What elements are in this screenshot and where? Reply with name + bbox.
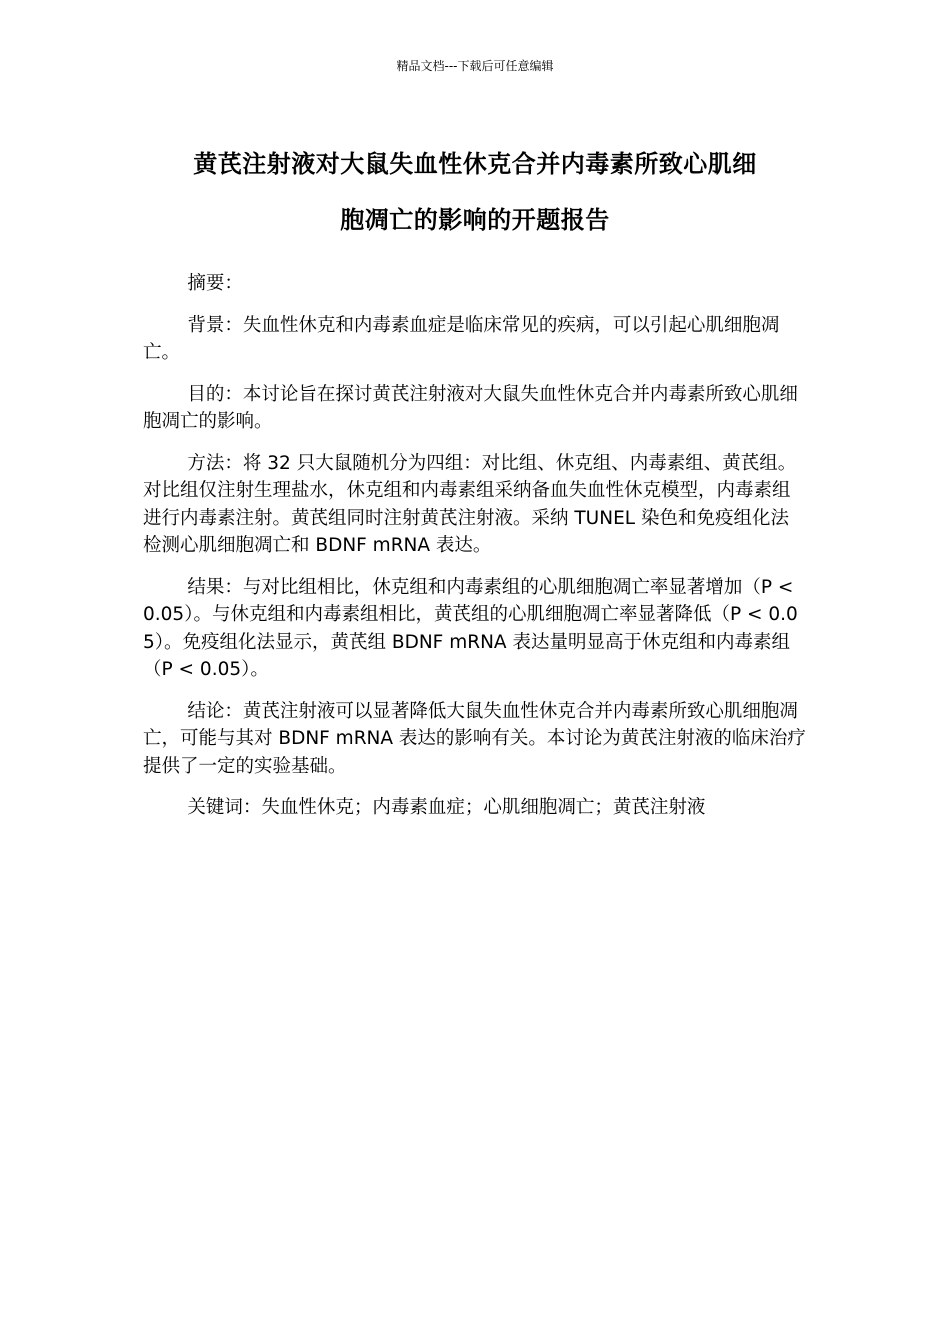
objective-paragraph: 目的：本讨论旨在探讨黄芪注射液对大鼠失血性休克合并内毒素所致心肌细胞凋亡的影响。 bbox=[143, 383, 798, 432]
title-line-2: 胞凋亡的影响的开题报告 bbox=[340, 206, 610, 234]
conclusion-paragraph: 结论：黄芪注射液可以显著降低大鼠失血性休克合并内毒素所致心肌细胞凋亡，可能与其对 BDNF mRNA 表达的影响有关。本讨论为黄芪注射液的临床治疗提供了一定的实验基础。 bbox=[143, 700, 806, 777]
document-body bbox=[143, 270, 807, 836]
abstract-heading: 摘要： bbox=[187, 273, 243, 294]
keywords-paragraph: 关键词：失血性休克；内毒素血症；心肌细胞凋亡；黄芪注射液 bbox=[187, 797, 706, 818]
title-line-1: 黄芪注射液对大鼠失血性休克合并内毒素所致心肌细 bbox=[193, 150, 757, 178]
background-paragraph: 背景：失血性休克和内毒素血症是临床常见的疾病，可以引起心肌细胞凋亡。 bbox=[143, 314, 780, 363]
document-title bbox=[143, 136, 807, 248]
page-header: 精品文档---下载后可任意编辑 bbox=[396, 59, 554, 73]
results-paragraph: 结果：与对比组相比，休克组和内毒素组的心肌细胞凋亡率显著增加（P < 0.05）。与休克组和内毒素组相比，黄芪组的心肌细胞凋亡率显著降低（P < 0.05）。免疫组化法显示，黄芪组 BDNF mRNA 表达量明显高于休克组和内毒素组（P < 0.05）。 bbox=[143, 576, 798, 680]
methods-paragraph: 方法：将 32 只大鼠随机分为四组：对比组、休克组、内毒素组、黄芪组。对比组仅注射生理盐水，休克组和内毒素组采纳备血失血性休克模型，内毒素组进行内毒素注射。黄芪组同时注射黄芪注射液。采纳 TUNEL 染色和免疫组化法检测心肌细胞凋亡和 BDNF mRNA 表达。 bbox=[143, 452, 797, 556]
